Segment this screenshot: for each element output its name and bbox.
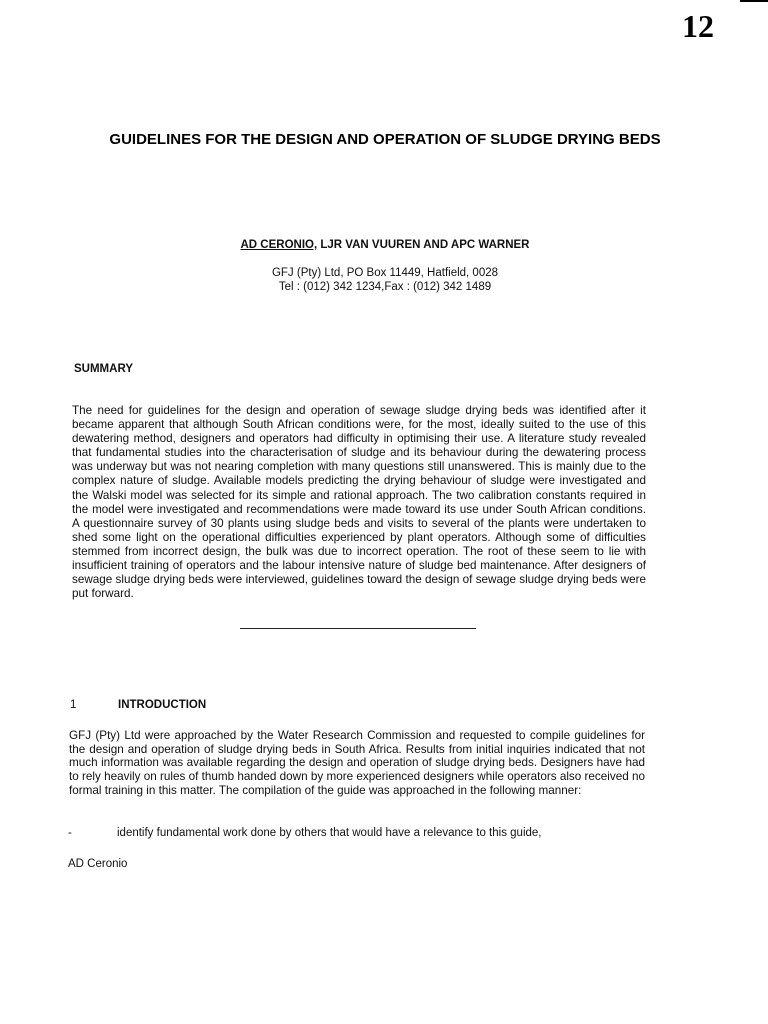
corner-mark xyxy=(740,0,768,2)
paper-title: GUIDELINES FOR THE DESIGN AND OPERATION OF SLUDGE DRYING BEDS xyxy=(109,131,661,148)
summary-heading: SUMMARY xyxy=(74,363,133,375)
introduction-paragraph: GFJ (Pty) Ltd were approached by the Water Research Commission and requested to compile guidelines for the design and operation of sludge drying beds in South Africa. Results from initial inquiries indicated that not much information was available regarding the design and operation of sludge drying beds. Designers have had to rely heavily on rules of thumb handed down by more experienced designers while operators also received no formal training in this matter. The compilation of the guide was approached in the following manner: xyxy=(69,729,645,797)
page-number: 12 xyxy=(682,8,714,44)
affiliation-contact: Tel : (012) 342 1234,Fax : (012) 342 1489 xyxy=(278,281,492,293)
co-authors: LJR VAN VUUREN AND APC WARNER xyxy=(317,239,530,251)
summary-paragraph: The need for guidelines for the design and operation of sewage sludge drying beds was identified after it became apparent that although South African conditions were, for the most, ideally suited to the use of this dewatering method, designers and operators had difficulty in optimising their use. A literature study revealed that fundamental studies into the characterisation of sludge and its behaviour during the dewatering process was underway but was not nearing completion with many questions still unanswered. This is mainly due to the complex nature of sludge. Available models predicting the drying behaviour of sludge were investigated and the Walski model was selected for its simple and rational approach. The two calibration constants required in the model were investigated and recommendations were made toward its use under South African conditions. A questionnaire survey of 30 plants using sludge beds and visits to several of the plants were undertaken to shed some light on the operational difficulties experienced by plant operators. Although some of difficulties stemmed from incorrect design, the bulk was due to incorrect operation. The root of these seem to lie with insufficient training of operators and the labour intensive nature of sludge bed maintenance. After designers of sewage sludge drying beds were interviewed, guidelines toward the design of sewage sludge drying beds were put forward. xyxy=(72,404,646,601)
affiliation-address: GFJ (Pty) Ltd, PO Box 11449, Hatfield, 0028 xyxy=(271,267,499,279)
lead-author: AD CERONIO, xyxy=(240,239,318,251)
author-line xyxy=(60,237,710,253)
list-item-marker: - xyxy=(68,827,72,839)
section-divider xyxy=(240,628,476,629)
running-footer-author: AD Ceronio xyxy=(68,858,128,870)
section-heading-introduction: INTRODUCTION xyxy=(118,699,207,711)
section-number: 1 xyxy=(70,699,77,711)
affiliation-block xyxy=(60,266,710,294)
list-item: identify fundamental work done by others that would have a relevance to this guide, xyxy=(117,827,542,839)
